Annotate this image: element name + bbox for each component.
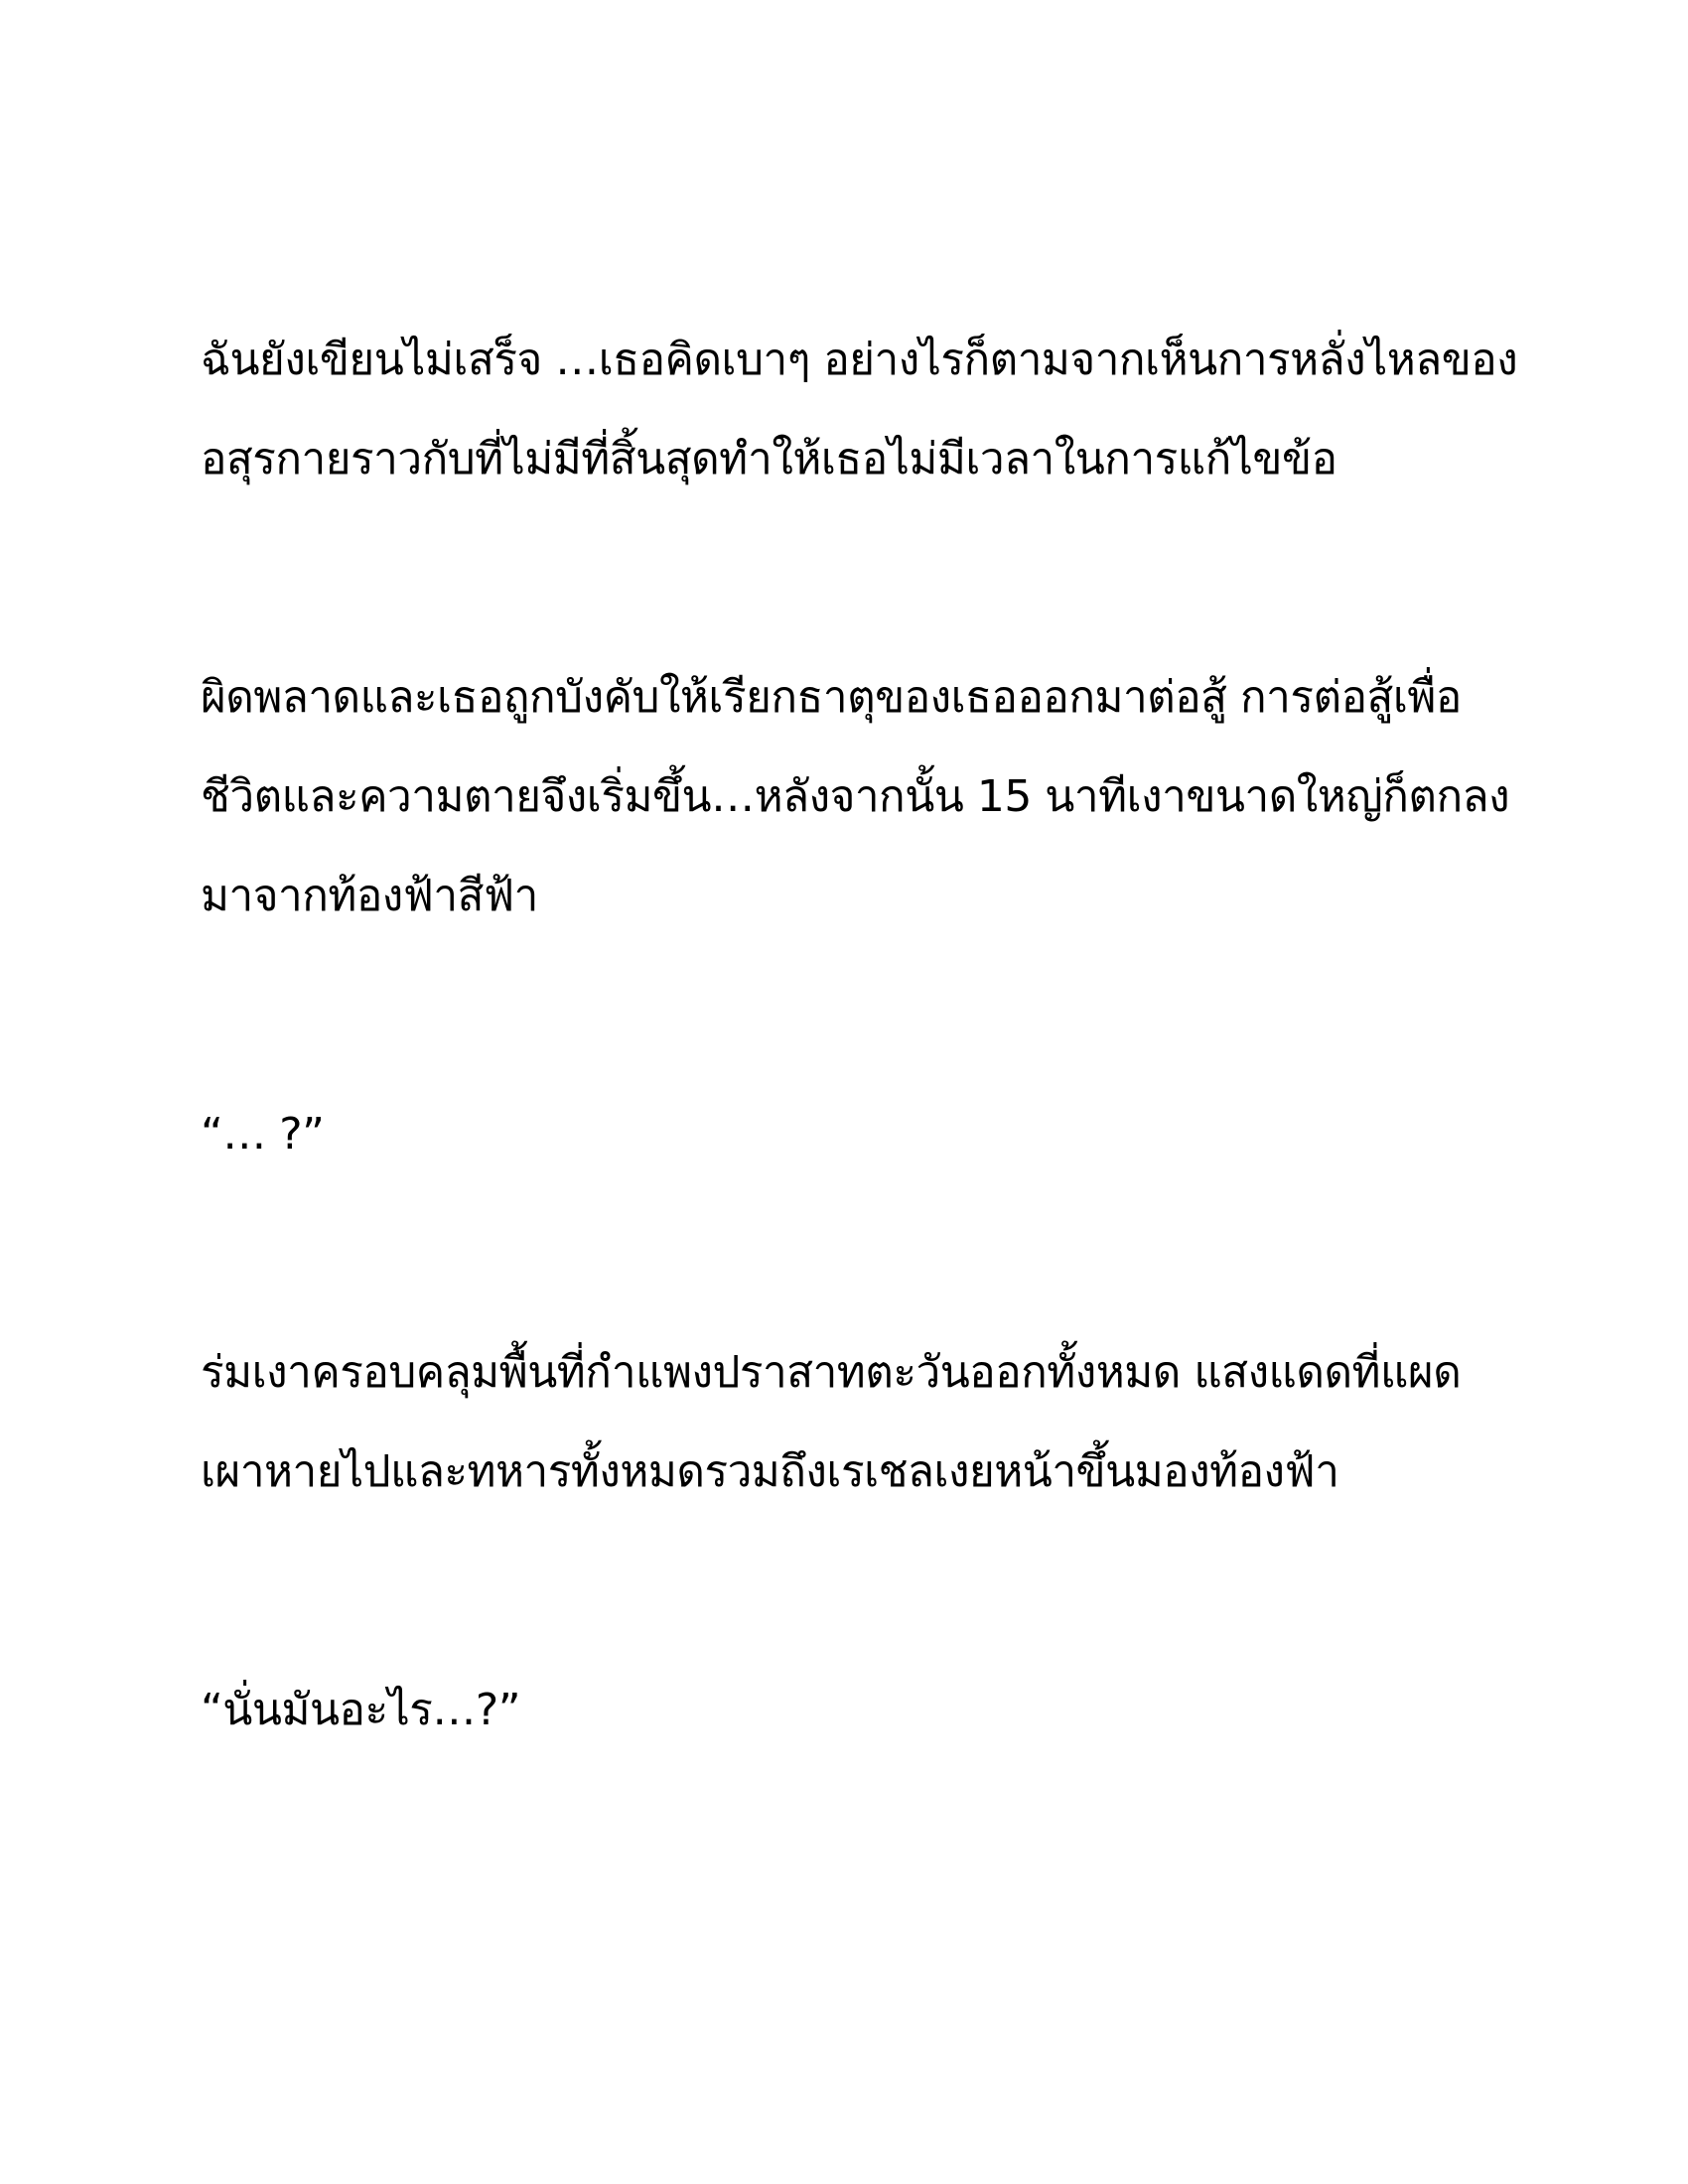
text-line: เผาหายไปและทหารทั้งหมดรวมถึงเรเชลเงยหน้าขึ้นมองท้องฟ้า	[201, 1446, 1339, 1497]
text-line: ร่มเงาครอบคลุมพื้นที่กำแพงปราสาทตะวันออกทั้งหมด แสงแดดที่แผด	[201, 1347, 1462, 1398]
text-line: ผิดพลาดและเธอถูกบังคับให้เรียกธาตุของเธอออกมาต่อสู้ การต่อสู้เพื่อ	[201, 672, 1462, 723]
text-line: ฉันยังเขียนไม่เสร็จ …เธอคิดเบาๆ อย่างไรก็ตามจากเห็นการหลั่งไหลของ	[201, 335, 1518, 385]
dialogue-line: “… ?”	[201, 1109, 325, 1160]
text-line: อสุรกายราวกับที่ไม่มีที่สิ้นสุดทำให้เธอไม่มีเวลาในการแก้ไขข้อ	[201, 434, 1337, 484]
text-line: มาจากท้องฟ้าสีฟ้า	[201, 871, 538, 921]
text-line: ชีวิตและความตายจึงเริ่มขึ้น…หลังจากนั้น 15 นาทีเงาขนาดใหญ่ก็ตกลง	[201, 771, 1510, 822]
dialogue-line: “นั่นมันอะไร…?”	[201, 1685, 521, 1735]
